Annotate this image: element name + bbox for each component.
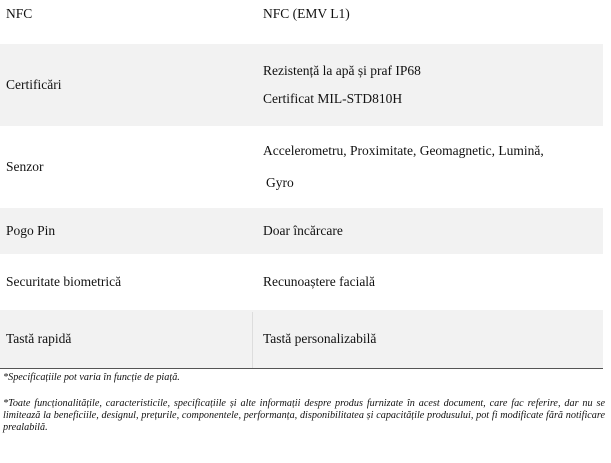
footnote-market-variation: *Specificațiile pot varia în funcție de piață. [3,372,180,383]
spec-value-line: Rezistență la apă și praf IP68 [263,63,421,78]
footnotes [3,372,605,434]
spec-value-sensor [253,126,603,208]
spec-value-line: Certificat MIL-STD810H [263,91,403,106]
spec-label-certifications: Certificări [6,77,62,92]
spec-row-certifications [0,44,603,126]
spec-label-sensor: Senzor [6,159,44,174]
spec-value-hotkey [253,310,603,368]
table-bottom-divider [0,368,603,369]
spec-value-biometric [253,254,603,310]
spec-value-line: Gyro [266,175,294,190]
footnote-disclaimer: *Toate funcționalitățile, caracteristicile, specificațiile și alte informații despre produs furnizate în acest document, care fac referire, dar nu se limitează la beneficiile, designul, prețurile, componentele, performanța, disponibilitatea și capacitățile produsului, pot fi modificate fără notificare prealabilă. [3,398,605,433]
spec-value-certifications [253,44,603,126]
spec-value-line: Doar încărcare [263,223,343,238]
spec-value-line: Recunoaștere facială [263,274,376,289]
spec-value-pogo-pin [253,208,603,254]
spec-label-nfc: NFC [6,6,33,21]
spec-row-hotkey [0,310,603,368]
spec-label-hotkey: Tastă rapidă [6,331,72,346]
spec-row-biometric [0,254,603,310]
column-divider [252,312,253,368]
spec-value-line: Accelerometru, Proximitate, Geomagnetic, Lumină, [263,143,544,158]
spec-value-line: NFC (EMV L1) [263,6,350,21]
spec-value-nfc [253,0,603,44]
spec-row-pogo-pin [0,208,603,254]
spec-label-pogo-pin: Pogo Pin [6,223,56,238]
spec-row-nfc [0,0,603,44]
spec-row-sensor [0,126,603,208]
spec-value-line: Tastă personalizabilă [263,331,377,346]
spec-label-biometric: Securitate biometrică [6,274,122,289]
